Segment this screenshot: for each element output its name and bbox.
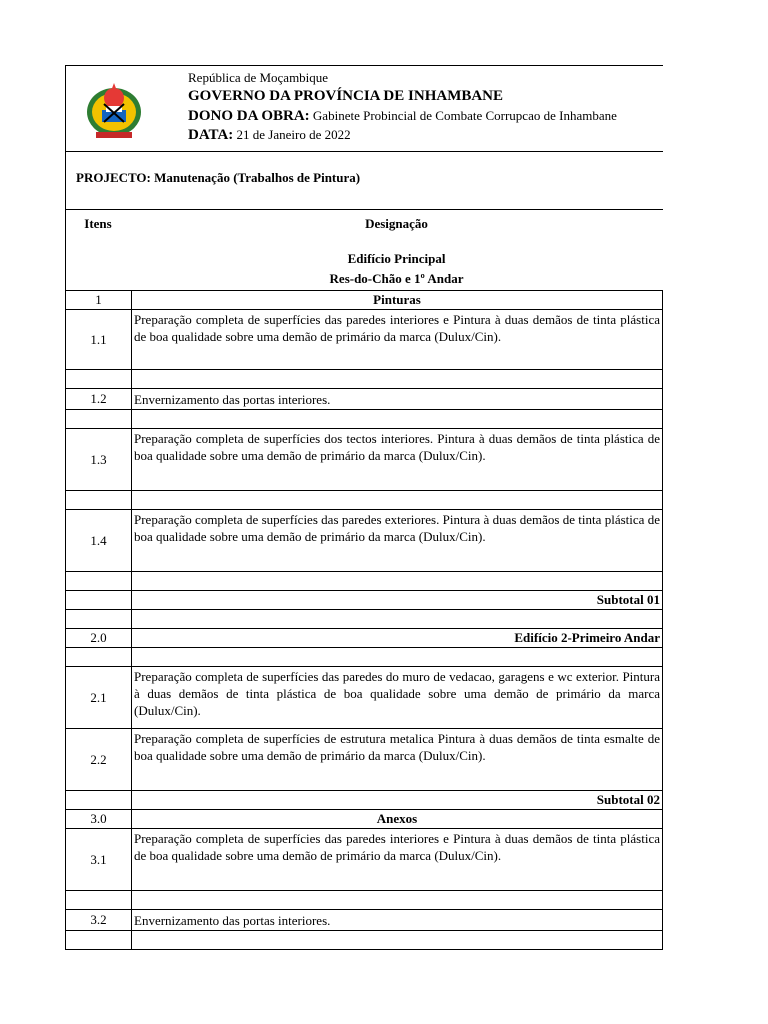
item-number [66,931,132,950]
table-row [66,629,663,648]
item-description [132,891,663,910]
date-label: DATA: [188,127,234,143]
item-description: Envernizamento das portas interiores. [132,389,663,410]
items-table [66,290,663,950]
item-number [66,610,132,629]
owner-value: Gabinete Probincial de Combate Corrupcao de Inhambane [312,108,617,123]
item-description [132,491,663,510]
table-row [66,791,663,810]
table-row [66,648,663,667]
owner-label: DONO DA OBRA: [188,108,310,124]
subtotal-label: Subtotal 01 [132,591,663,610]
item-description [132,610,663,629]
item-number [66,891,132,910]
table-row [66,667,663,729]
item-description [132,410,663,429]
item-description: Preparação completa de superfícies das paredes exteriores. Pintura à duas demãos de tinta plástica de boa qualidade sobre uma demão de primário da marca (Dulux/Cin). [132,510,663,572]
table-row [66,429,663,491]
table-row [66,389,663,410]
section-title: Pinturas [132,291,663,310]
building-name: Edifício Principal [347,251,446,266]
items-column-header: Itens [84,216,112,231]
item-number [66,491,132,510]
item-number: 1 [66,291,132,310]
table-row [66,291,663,310]
budget-sheet [65,65,663,950]
item-number [66,791,132,810]
item-number [66,410,132,429]
item-description: Preparação completa de superfícies de estrutura metalica Pintura à duas demãos de tinta esmalte de boa qualidade sobre uma demão de primário da marca (Dulux/Cin). [132,729,663,791]
item-description [132,931,663,950]
table-row [66,591,663,610]
table-row [66,931,663,950]
table-row [66,829,663,891]
item-number [66,370,132,389]
table-row [66,729,663,791]
table-row [66,491,663,510]
item-number: 3.0 [66,810,132,829]
subtotal-label: Subtotal 02 [132,791,663,810]
table-row [66,410,663,429]
republic-name: República de Moçambique [188,70,329,85]
designation-column-header: Designação [365,216,428,231]
government-name: GOVERNO DA PROVÍNCIA DE INHAMBANE [188,88,504,104]
item-number: 1.3 [66,429,132,491]
item-description: Preparação completa de superfícies das paredes interiores e Pintura à duas demãos de tinta plástica de boa qualidade sobre uma demão de primário da marca (Dulux/Cin). [132,829,663,891]
section-title: Edifício 2-Primeiro Andar [132,629,663,648]
project-row [66,151,663,209]
item-number: 3.1 [66,829,132,891]
item-number: 3.2 [66,910,132,931]
item-description: Preparação completa de superfícies das paredes do muro de vedacao, garagens e wc exterior. Pintura à duas demãos de tinta plástica de boa qualidade sobre uma demão de primário da marca (Dulux/Cin). [132,667,663,729]
item-number: 1.4 [66,510,132,572]
building-floor: Res-do-Chão e 1º Andar [329,271,464,286]
table-row [66,910,663,931]
item-number [66,591,132,610]
document-header [66,66,663,151]
item-description: Envernizamento das portas interiores. [132,910,663,931]
table-row [66,310,663,370]
item-number: 2.2 [66,729,132,791]
mozambique-emblem-icon [82,78,146,142]
table-row [66,370,663,389]
date-value: 21 de Janeiro de 2022 [236,127,351,142]
item-description [132,370,663,389]
item-description [132,572,663,591]
item-number: 2.0 [66,629,132,648]
project-title: PROJECTO: Manutenação (Trabalhos de Pintura) [76,170,361,185]
item-number [66,572,132,591]
item-description [132,648,663,667]
item-description: Preparação completa de superfícies das paredes interiores e Pintura à duas demãos de tinta plástica de boa qualidade sobre uma demão de primário da marca (Dulux/Cin). [132,310,663,370]
item-number: 1.2 [66,389,132,410]
table-row [66,510,663,572]
table-row [66,891,663,910]
column-headers [66,209,663,290]
item-description: Preparação completa de superfícies dos tectos interiores. Pintura à duas demãos de tinta plástica de boa qualidade sobre uma demão de primário da marca (Dulux/Cin). [132,429,663,491]
section-title: Anexos [132,810,663,829]
table-row [66,810,663,829]
item-number: 1.1 [66,310,132,370]
table-row [66,572,663,591]
item-number [66,648,132,667]
item-number: 2.1 [66,667,132,729]
table-row [66,610,663,629]
